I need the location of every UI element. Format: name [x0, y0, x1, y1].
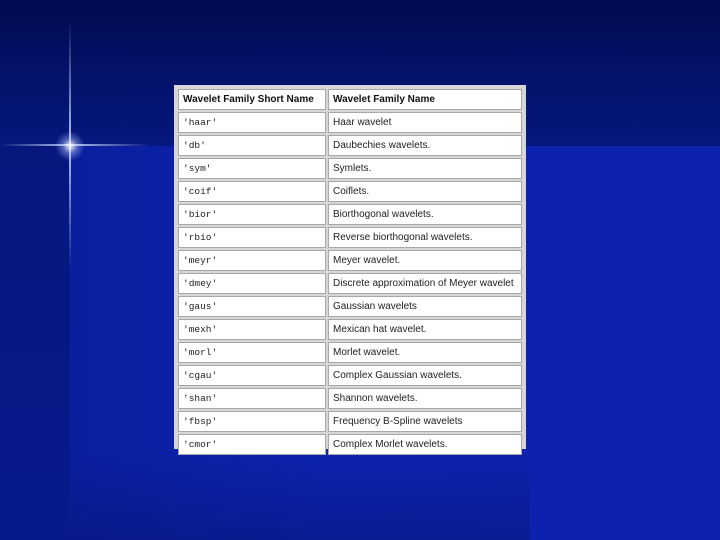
table-row: [178, 434, 522, 455]
wavelet-family-name-cell: Morlet wavelet.: [328, 342, 522, 363]
wavelet-short-name-cell: 'rbio': [178, 227, 326, 248]
background-bottom-band: [70, 450, 530, 540]
wavelet-family-name-cell: Haar wavelet: [328, 112, 522, 133]
sparkle-star-icon: [55, 131, 85, 161]
table-row: [178, 273, 522, 294]
background-left-band: [0, 146, 70, 540]
wavelet-family-name-cell: Meyer wavelet.: [328, 250, 522, 271]
wavelet-short-name-cell: 'coif': [178, 181, 326, 202]
column-header-short-name: Wavelet Family Short Name: [178, 89, 326, 110]
wavelet-family-name-cell: Shannon wavelets.: [328, 388, 522, 409]
table-row: [178, 181, 522, 202]
wavelet-short-name-cell: 'bior': [178, 204, 326, 225]
wavelet-family-table: [176, 87, 524, 457]
wavelet-short-name-cell: 'fbsp': [178, 411, 326, 432]
wavelet-family-name-cell: Mexican hat wavelet.: [328, 319, 522, 340]
wavelet-short-name-cell: 'meyr': [178, 250, 326, 271]
wavelet-short-name-cell: 'shan': [178, 388, 326, 409]
column-header-family-name: Wavelet Family Name: [328, 89, 522, 110]
wavelet-short-name-cell: 'morl': [178, 342, 326, 363]
table-row: [178, 204, 522, 225]
table-row: [178, 112, 522, 133]
wavelet-short-name-cell: 'haar': [178, 112, 326, 133]
table-row: [178, 135, 522, 156]
wavelet-short-name-cell: 'dmey': [178, 273, 326, 294]
wavelet-short-name-cell: 'sym': [178, 158, 326, 179]
table-row: [178, 342, 522, 363]
wavelet-family-name-cell: Gaussian wavelets: [328, 296, 522, 317]
table-row: [178, 388, 522, 409]
table-row: [178, 411, 522, 432]
table-row: [178, 365, 522, 386]
table-row: [178, 250, 522, 271]
wavelet-family-name-cell: Frequency B-Spline wavelets: [328, 411, 522, 432]
wavelet-family-name-cell: Complex Gaussian wavelets.: [328, 365, 522, 386]
wavelet-family-name-cell: Complex Morlet wavelets.: [328, 434, 522, 455]
wavelet-family-name-cell: Reverse biorthogonal wavelets.: [328, 227, 522, 248]
wavelet-short-name-cell: 'cmor': [178, 434, 326, 455]
wavelet-family-name-cell: Symlets.: [328, 158, 522, 179]
table-header-row: [178, 89, 522, 110]
wavelet-short-name-cell: 'db': [178, 135, 326, 156]
wavelet-family-name-cell: Coiflets.: [328, 181, 522, 202]
table-body: [178, 112, 522, 455]
table-row: [178, 296, 522, 317]
wavelet-family-name-cell: Discrete approximation of Meyer wavelet: [328, 273, 522, 294]
wavelet-family-name-cell: Daubechies wavelets.: [328, 135, 522, 156]
wavelet-short-name-cell: 'gaus': [178, 296, 326, 317]
table-row: [178, 227, 522, 248]
wavelet-family-name-cell: Biorthogonal wavelets.: [328, 204, 522, 225]
wavelet-short-name-cell: 'cgau': [178, 365, 326, 386]
wavelet-short-name-cell: 'mexh': [178, 319, 326, 340]
wavelet-table-panel: [174, 85, 526, 449]
table-row: [178, 158, 522, 179]
table-row: [178, 319, 522, 340]
